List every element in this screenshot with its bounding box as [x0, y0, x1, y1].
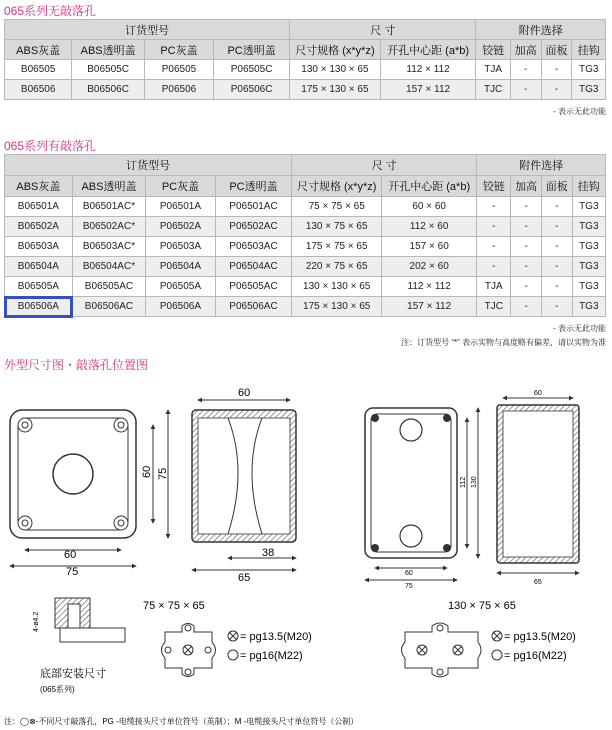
table-cell: B06503A [5, 237, 73, 257]
table-cell: 175 × 130 × 65 [292, 297, 382, 317]
table-cell: P06506 [144, 80, 213, 100]
group-size: 尺 寸 [290, 20, 476, 40]
table-row [5, 60, 606, 80]
table-cell: TG3 [572, 297, 605, 317]
size-caption-right: 130 × 75 × 65 [448, 600, 516, 612]
dimension-drawings [0, 370, 612, 730]
table-row [5, 297, 606, 317]
column-header: ABS灰盖 [5, 176, 73, 197]
table-cell: - [477, 197, 511, 217]
group-accessories: 附件选择 [476, 20, 606, 40]
dim-60-height: 60 [141, 465, 153, 478]
table-cell: - [541, 237, 572, 257]
column-header: 面板 [541, 176, 572, 197]
table-cell: TG3 [572, 237, 605, 257]
table-cell: P06501A [146, 197, 216, 217]
table-cell: TG3 [572, 80, 606, 100]
table-cell: - [541, 217, 572, 237]
table2-footnote: 注：订货型号 “*” 表示实物与高度略有偏差，请以实物为准 [401, 338, 606, 347]
table-cell: 202 × 60 [382, 257, 477, 277]
table-cell: 112 × 60 [382, 217, 477, 237]
column-header: 加高 [511, 176, 542, 197]
dim-75-height: 75 [157, 467, 169, 480]
table-cell: P06506A [146, 297, 216, 317]
table-cell: 175 × 75 × 65 [292, 237, 382, 257]
table-cell: B06505C [72, 60, 145, 80]
group-order: 订货型号 [5, 155, 292, 176]
group-accessories: 附件选择 [477, 155, 606, 176]
table-cell: B06502AC* [72, 217, 145, 237]
table-cell: P06506AC [215, 297, 292, 317]
group-size: 尺 寸 [292, 155, 477, 176]
table-cell: 220 × 75 × 65 [292, 257, 382, 277]
table-cell: P06505A [146, 277, 216, 297]
table-cell: - [477, 217, 511, 237]
group-order: 订货型号 [5, 20, 290, 40]
table-cell: B06505 [5, 60, 72, 80]
column-header: 铰链 [477, 176, 511, 197]
table-cell: - [511, 257, 542, 277]
footer-note: 注：◯⊗-不同尺寸敲落孔，PG -电缆接头尺寸单位符号（英制）；M -电缆接头尺寸单位符号（公制） [4, 717, 359, 726]
knockout-legend-left [228, 631, 312, 662]
table-cell: TG3 [572, 217, 605, 237]
bottom-mount-label: 底部安装尺寸 [40, 668, 106, 680]
table-row [5, 277, 606, 297]
table-with-knockout [4, 154, 606, 317]
knockout-legend-right [492, 631, 576, 662]
table-cell: B06505AC [72, 277, 145, 297]
table-cell: P06506C [214, 80, 290, 100]
table-cell: 175 × 130 × 65 [290, 80, 380, 100]
table-cell: B06506AC [72, 297, 145, 317]
table-cell: - [510, 80, 541, 100]
table-cell: - [541, 60, 572, 80]
table-cell: - [511, 197, 542, 217]
column-header: 加高 [510, 40, 541, 60]
column-header-row [5, 176, 606, 197]
table-cell: - [511, 217, 542, 237]
table-cell: P06504A [146, 257, 216, 277]
table-cell: - [541, 297, 572, 317]
table-cell: TJC [477, 297, 511, 317]
table-cell: - [541, 257, 572, 277]
dim-130: 130 [471, 476, 478, 488]
front-view-130x75 [365, 408, 478, 590]
table-no-knockout [4, 19, 606, 100]
section1-title: 065系列无敲落孔 [4, 4, 97, 18]
table-cell: - [511, 237, 542, 257]
table-cell: B06504A [5, 257, 73, 277]
table1-note: - 表示无此功能 [553, 107, 606, 116]
table-row [5, 237, 606, 257]
table-cell: - [541, 277, 572, 297]
dim-side-65-r: 65 [534, 579, 542, 586]
legend-pg135-right: = pg13.5(M20) [504, 631, 576, 643]
table-row [5, 197, 606, 217]
table-cell: - [477, 237, 511, 257]
table-cell: 112 × 112 [382, 277, 477, 297]
table-cell: 157 × 60 [382, 237, 477, 257]
dim-60-width: 60 [64, 549, 77, 561]
table-cell: P06505 [144, 60, 213, 80]
knockout-diagram-left [162, 624, 216, 677]
bottom-mount-sublabel: (065系列) [40, 685, 75, 694]
table-cell: 130 × 130 × 65 [290, 60, 380, 80]
table-cell: 157 × 112 [380, 80, 476, 100]
column-header: PC透明盖 [214, 40, 290, 60]
table-cell: P06505AC [215, 277, 292, 297]
table-cell: TG3 [572, 60, 606, 80]
table-row [5, 217, 606, 237]
column-header: 开孔中心距 (a*b) [380, 40, 476, 60]
table-row [5, 80, 606, 100]
table-cell: B06503AC* [72, 237, 145, 257]
table-cell: 157 × 112 [382, 297, 477, 317]
table-cell: B06506 [5, 80, 72, 100]
table-cell: B06505A [5, 277, 73, 297]
table-cell: 130 × 130 × 65 [292, 277, 382, 297]
dim-112: 112 [460, 476, 467, 488]
table-cell: P06502A [146, 217, 216, 237]
column-header: PC灰盖 [144, 40, 213, 60]
column-header: 挂钩 [572, 40, 606, 60]
section3-title: 外型尺寸图・敲落孔位置图 [4, 358, 149, 372]
table-cell: P06504AC [215, 257, 292, 277]
detail-dimension: 4-ø4.2 [33, 611, 40, 632]
section2-title: 065系列有敲落孔 [4, 139, 97, 153]
table-cell: B06501AC* [72, 197, 145, 217]
table-cell: TG3 [572, 257, 605, 277]
dim-side-65: 65 [238, 572, 251, 584]
column-header: 开孔中心距 (a*b) [382, 176, 477, 197]
table-row [5, 257, 606, 277]
table-cell: TJA [477, 277, 511, 297]
column-header: ABS灰盖 [5, 40, 72, 60]
column-header: ABS透明盖 [72, 40, 145, 60]
dim-75-width: 75 [66, 566, 79, 578]
legend-pg16-right: = pg16(M22) [504, 650, 567, 662]
column-header-row [5, 40, 606, 60]
column-header: PC透明盖 [215, 176, 292, 197]
knockout-diagram-right [402, 623, 482, 677]
table-cell: TJA [476, 60, 510, 80]
table-cell: - [511, 277, 542, 297]
table-cell: - [510, 60, 541, 80]
dim-side-60: 60 [238, 387, 251, 399]
table-cell: P06502AC [215, 217, 292, 237]
column-header: 尺寸规格 (x*y*z) [292, 176, 382, 197]
table-cell: 130 × 75 × 65 [292, 217, 382, 237]
table-cell: B06501A [5, 197, 73, 217]
table-cell: P06505C [214, 60, 290, 80]
table2-note: - 表示无此功能 [553, 324, 606, 333]
column-header: ABS透明盖 [72, 176, 145, 197]
table-cell: B06504AC* [72, 257, 145, 277]
table-cell: - [541, 80, 572, 100]
table-cell: B06506C [72, 80, 145, 100]
table-cell: 75 × 75 × 65 [292, 197, 382, 217]
table-cell: 112 × 112 [380, 60, 476, 80]
front-view-75x75 [10, 410, 169, 578]
table-cell: - [541, 197, 572, 217]
dim-side-60-r: 60 [534, 390, 542, 397]
side-view-130x75 [497, 390, 579, 586]
column-header: 铰链 [476, 40, 510, 60]
size-caption-left: 75 × 75 × 65 [143, 600, 205, 612]
table-cell: TG3 [572, 277, 605, 297]
table-cell: - [511, 297, 542, 317]
table-cell: TJC [476, 80, 510, 100]
table-cell: P06503AC [215, 237, 292, 257]
table-cell: - [477, 257, 511, 277]
column-header: 面板 [541, 40, 572, 60]
selected-cell[interactable]: B06506A [5, 297, 73, 317]
dim-side-38: 38 [262, 547, 275, 559]
table-cell: B06502A [5, 217, 73, 237]
table-cell: TG3 [572, 197, 605, 217]
column-header: 尺寸规格 (x*y*z) [290, 40, 380, 60]
legend-pg135-left: = pg13.5(M20) [240, 631, 312, 643]
bottom-mount-detail [33, 598, 125, 642]
legend-pg16-left: = pg16(M22) [240, 650, 303, 662]
table-cell: P06501AC [215, 197, 292, 217]
dim-60-r: 60 [405, 570, 413, 577]
column-header: 挂钩 [572, 176, 605, 197]
column-header: PC灰盖 [146, 176, 216, 197]
side-view-75x75 [192, 387, 296, 584]
table-cell: 60 × 60 [382, 197, 477, 217]
dim-75-r: 75 [405, 583, 413, 590]
table-cell: P06503A [146, 237, 216, 257]
